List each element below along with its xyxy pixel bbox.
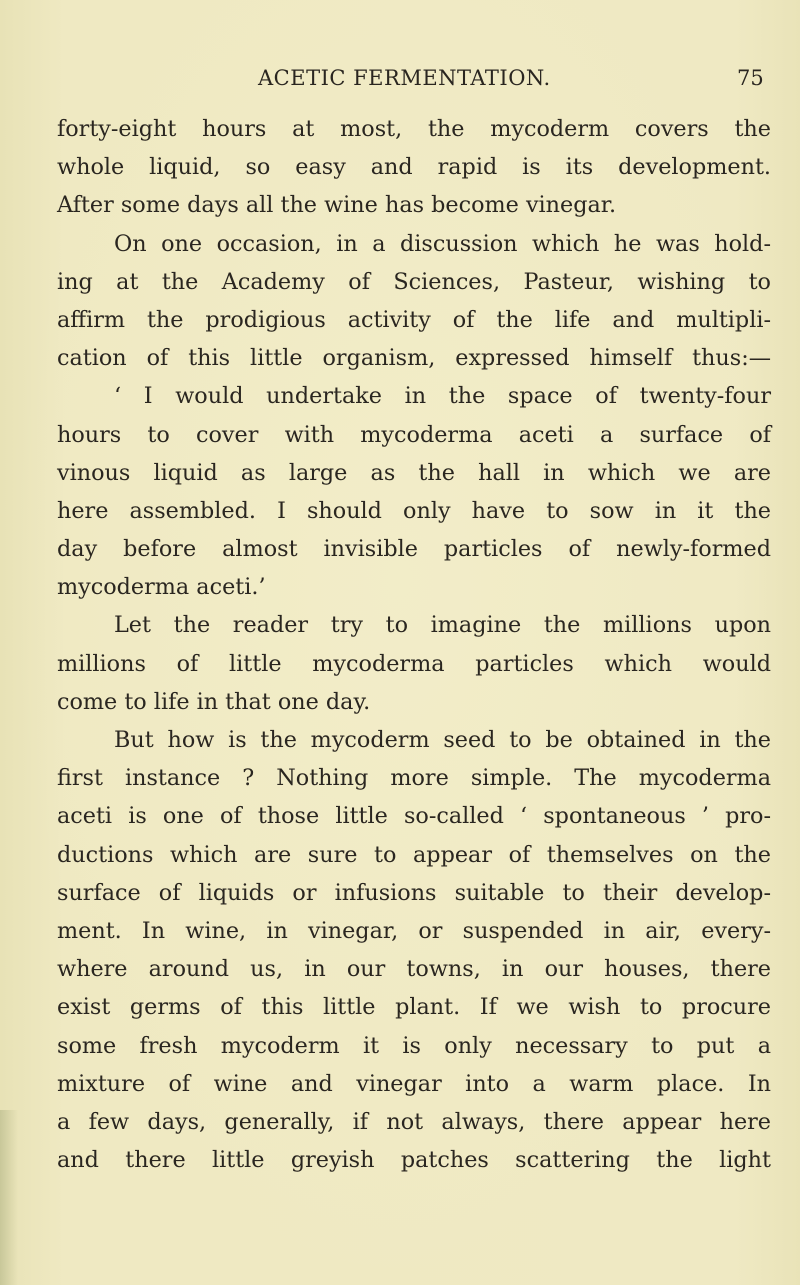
- text-line: surface of liquids or infusions suitable to their develop-: [57, 879, 771, 906]
- text-line: millions of little mycoderma particles which would: [57, 650, 771, 677]
- text-line: mixture of wine and vinegar into a warm place. In: [57, 1070, 771, 1097]
- text-line: and there little greyish patches scattering the light: [57, 1147, 771, 1174]
- text-line: After some days all the wine has become vinegar.: [57, 192, 617, 219]
- page-number: 75: [737, 66, 764, 90]
- body-text: [57, 110, 771, 1179]
- page-header: [0, 66, 800, 96]
- text-line: ductions which are sure to appear of themselves on the: [57, 841, 771, 868]
- text-line: ‘ I would undertake in the space of twenty-four: [114, 383, 771, 410]
- text-line: ment. In wine, in vinegar, or suspended in air, every-: [57, 917, 771, 944]
- page-edge-shadow: [0, 1110, 18, 1285]
- text-line: where around us, in our towns, in our houses, there: [57, 956, 771, 983]
- text-line: some fresh mycoderm it is only necessary to put a: [57, 1032, 771, 1059]
- text-line: cation of this little organism, expressed himself thus:—: [57, 345, 771, 372]
- text-line: affirm the prodigious activity of the life and multipli-: [57, 306, 771, 333]
- text-line: come to life in that one day.: [57, 688, 371, 715]
- text-line: aceti is one of those little so-called ‘ spontaneous ’ pro-: [57, 803, 771, 830]
- text-line: vinous liquid as large as the hall in which we are: [57, 459, 771, 486]
- text-line: day before almost invisible particles of newly-formed: [57, 536, 771, 563]
- text-line: hours to cover with mycoderma aceti a surface of: [57, 421, 771, 448]
- text-line: But how is the mycoderm seed to be obtained in the: [114, 727, 771, 753]
- text-line: a few days, generally, if not always, there appear here: [57, 1108, 771, 1135]
- text-line: exist germs of this little plant. If we wish to procure: [57, 994, 771, 1021]
- text-line: whole liquid, so easy and rapid is its development.: [57, 154, 771, 181]
- text-line: here assembled. I should only have to sow in it the: [57, 497, 771, 524]
- text-line: On one occasion, in a discussion which he was hold-: [114, 230, 771, 257]
- text-line: ing at the Academy of Sciences, Pasteur, wishing to: [57, 268, 771, 295]
- text-line: Let the reader try to imagine the millions upon: [114, 612, 771, 639]
- text-line: forty-eight hours at most, the mycoderm covers the: [57, 116, 771, 142]
- text-line: mycoderma aceti.’: [57, 574, 266, 601]
- running-title: ACETIC FERMENTATION.: [258, 66, 551, 90]
- text-line: first instance ? Nothing more simple. The mycoderma: [57, 765, 771, 792]
